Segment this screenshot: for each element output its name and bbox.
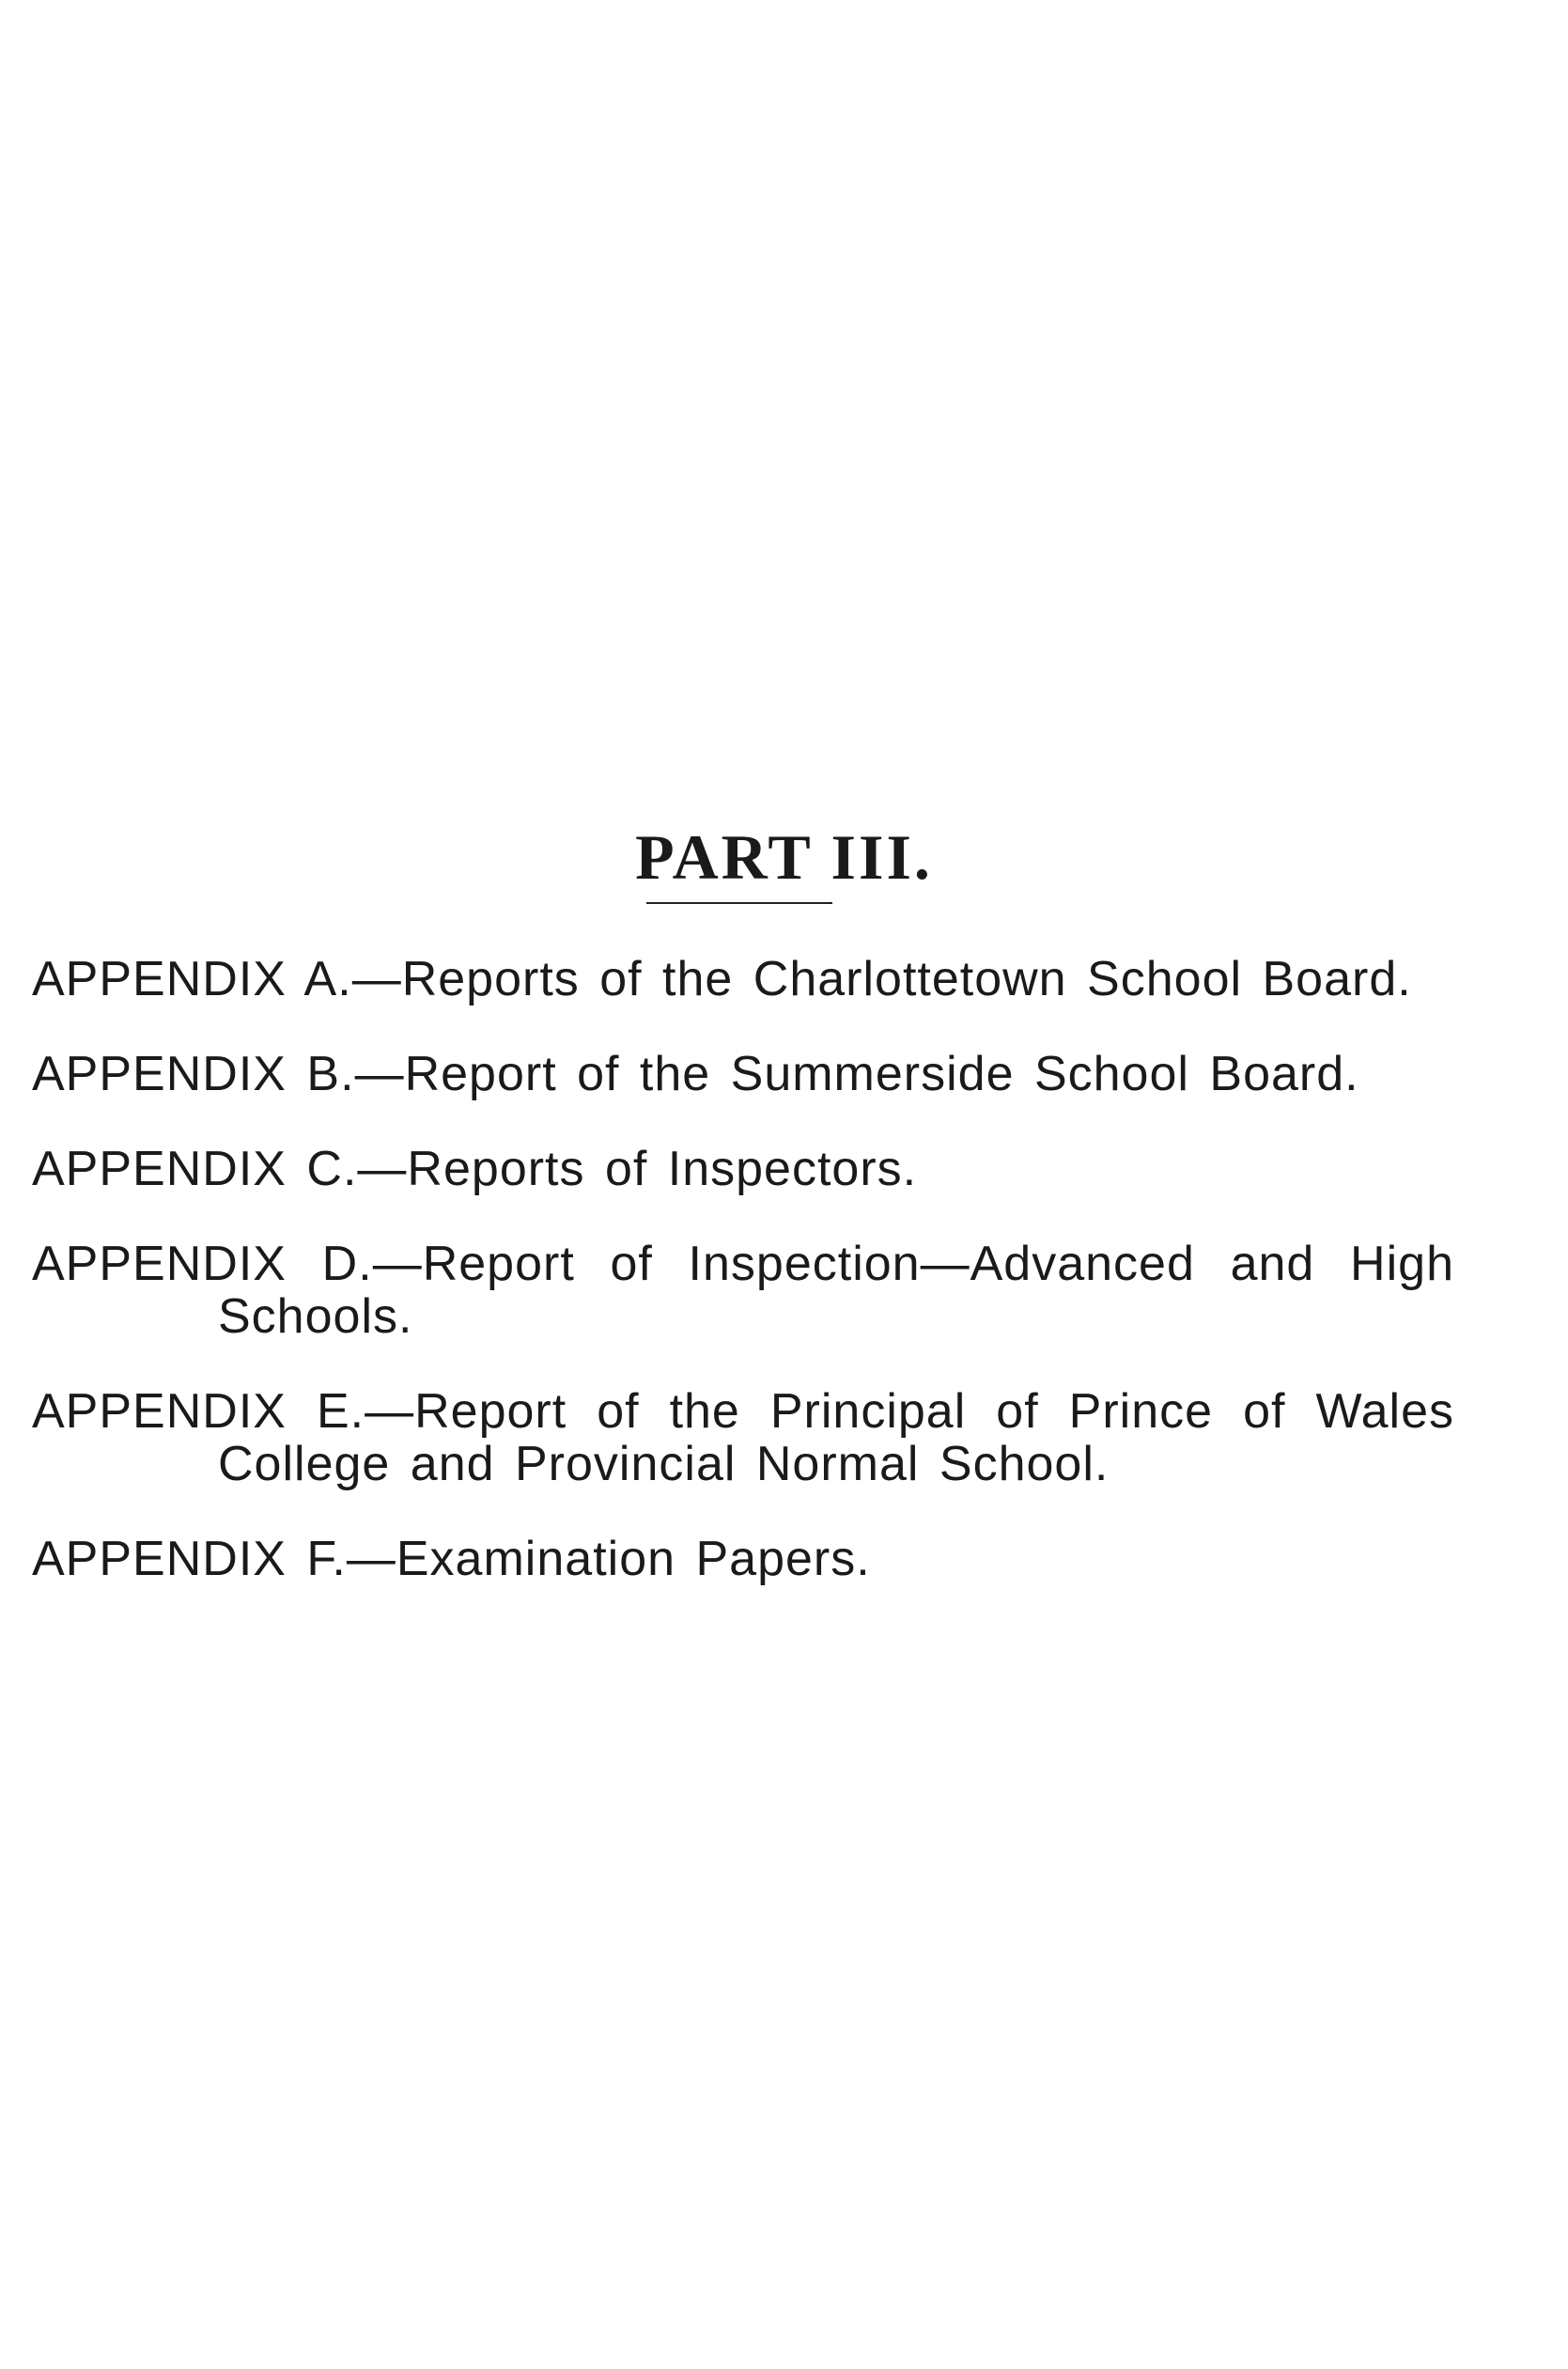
appendix-entry-c: APPENDIX C.—Reports of Inspectors. bbox=[32, 1142, 918, 1196]
part-heading: PART III. bbox=[635, 820, 933, 893]
appendix-ref: APPENDIX B. bbox=[32, 1047, 355, 1101]
appendix-entry-f: APPENDIX F.—Examination Papers. bbox=[32, 1532, 871, 1586]
heading-divider bbox=[646, 902, 832, 904]
appendix-title: Report of the Principal of Prince of Wales College and Provincial Normal School. bbox=[218, 1384, 1454, 1491]
appendix-ref: APPENDIX F. bbox=[32, 1532, 347, 1586]
appendix-title: Reports of the Charlottetown School Board. bbox=[401, 952, 1412, 1006]
appendix-title: Reports of Inspectors. bbox=[407, 1142, 918, 1196]
appendix-entry-d: APPENDIX D.—Report of Inspection—Advanced and High Schools. bbox=[32, 1237, 1454, 1344]
appendix-entry-e: APPENDIX E.—Report of the Principal of Prince of Wales College and Provincial Normal School. bbox=[32, 1384, 1454, 1491]
appendix-list bbox=[32, 953, 1454, 1628]
appendix-ref: APPENDIX A. bbox=[32, 952, 352, 1006]
appendix-entry-b: APPENDIX B.—Report of the Summerside School Board. bbox=[32, 1047, 1359, 1101]
appendix-ref: APPENDIX C. bbox=[32, 1142, 358, 1196]
appendix-title: Report of Inspection—Advanced and High Schools. bbox=[218, 1237, 1454, 1344]
appendix-ref: APPENDIX E. bbox=[32, 1384, 365, 1439]
appendix-entry-a: APPENDIX A.—Reports of the Charlottetown School Board. bbox=[32, 952, 1412, 1006]
appendix-title: Examination Papers. bbox=[396, 1532, 871, 1586]
appendix-ref: APPENDIX D. bbox=[32, 1237, 373, 1291]
appendix-title: Report of the Summerside School Board. bbox=[404, 1047, 1359, 1101]
